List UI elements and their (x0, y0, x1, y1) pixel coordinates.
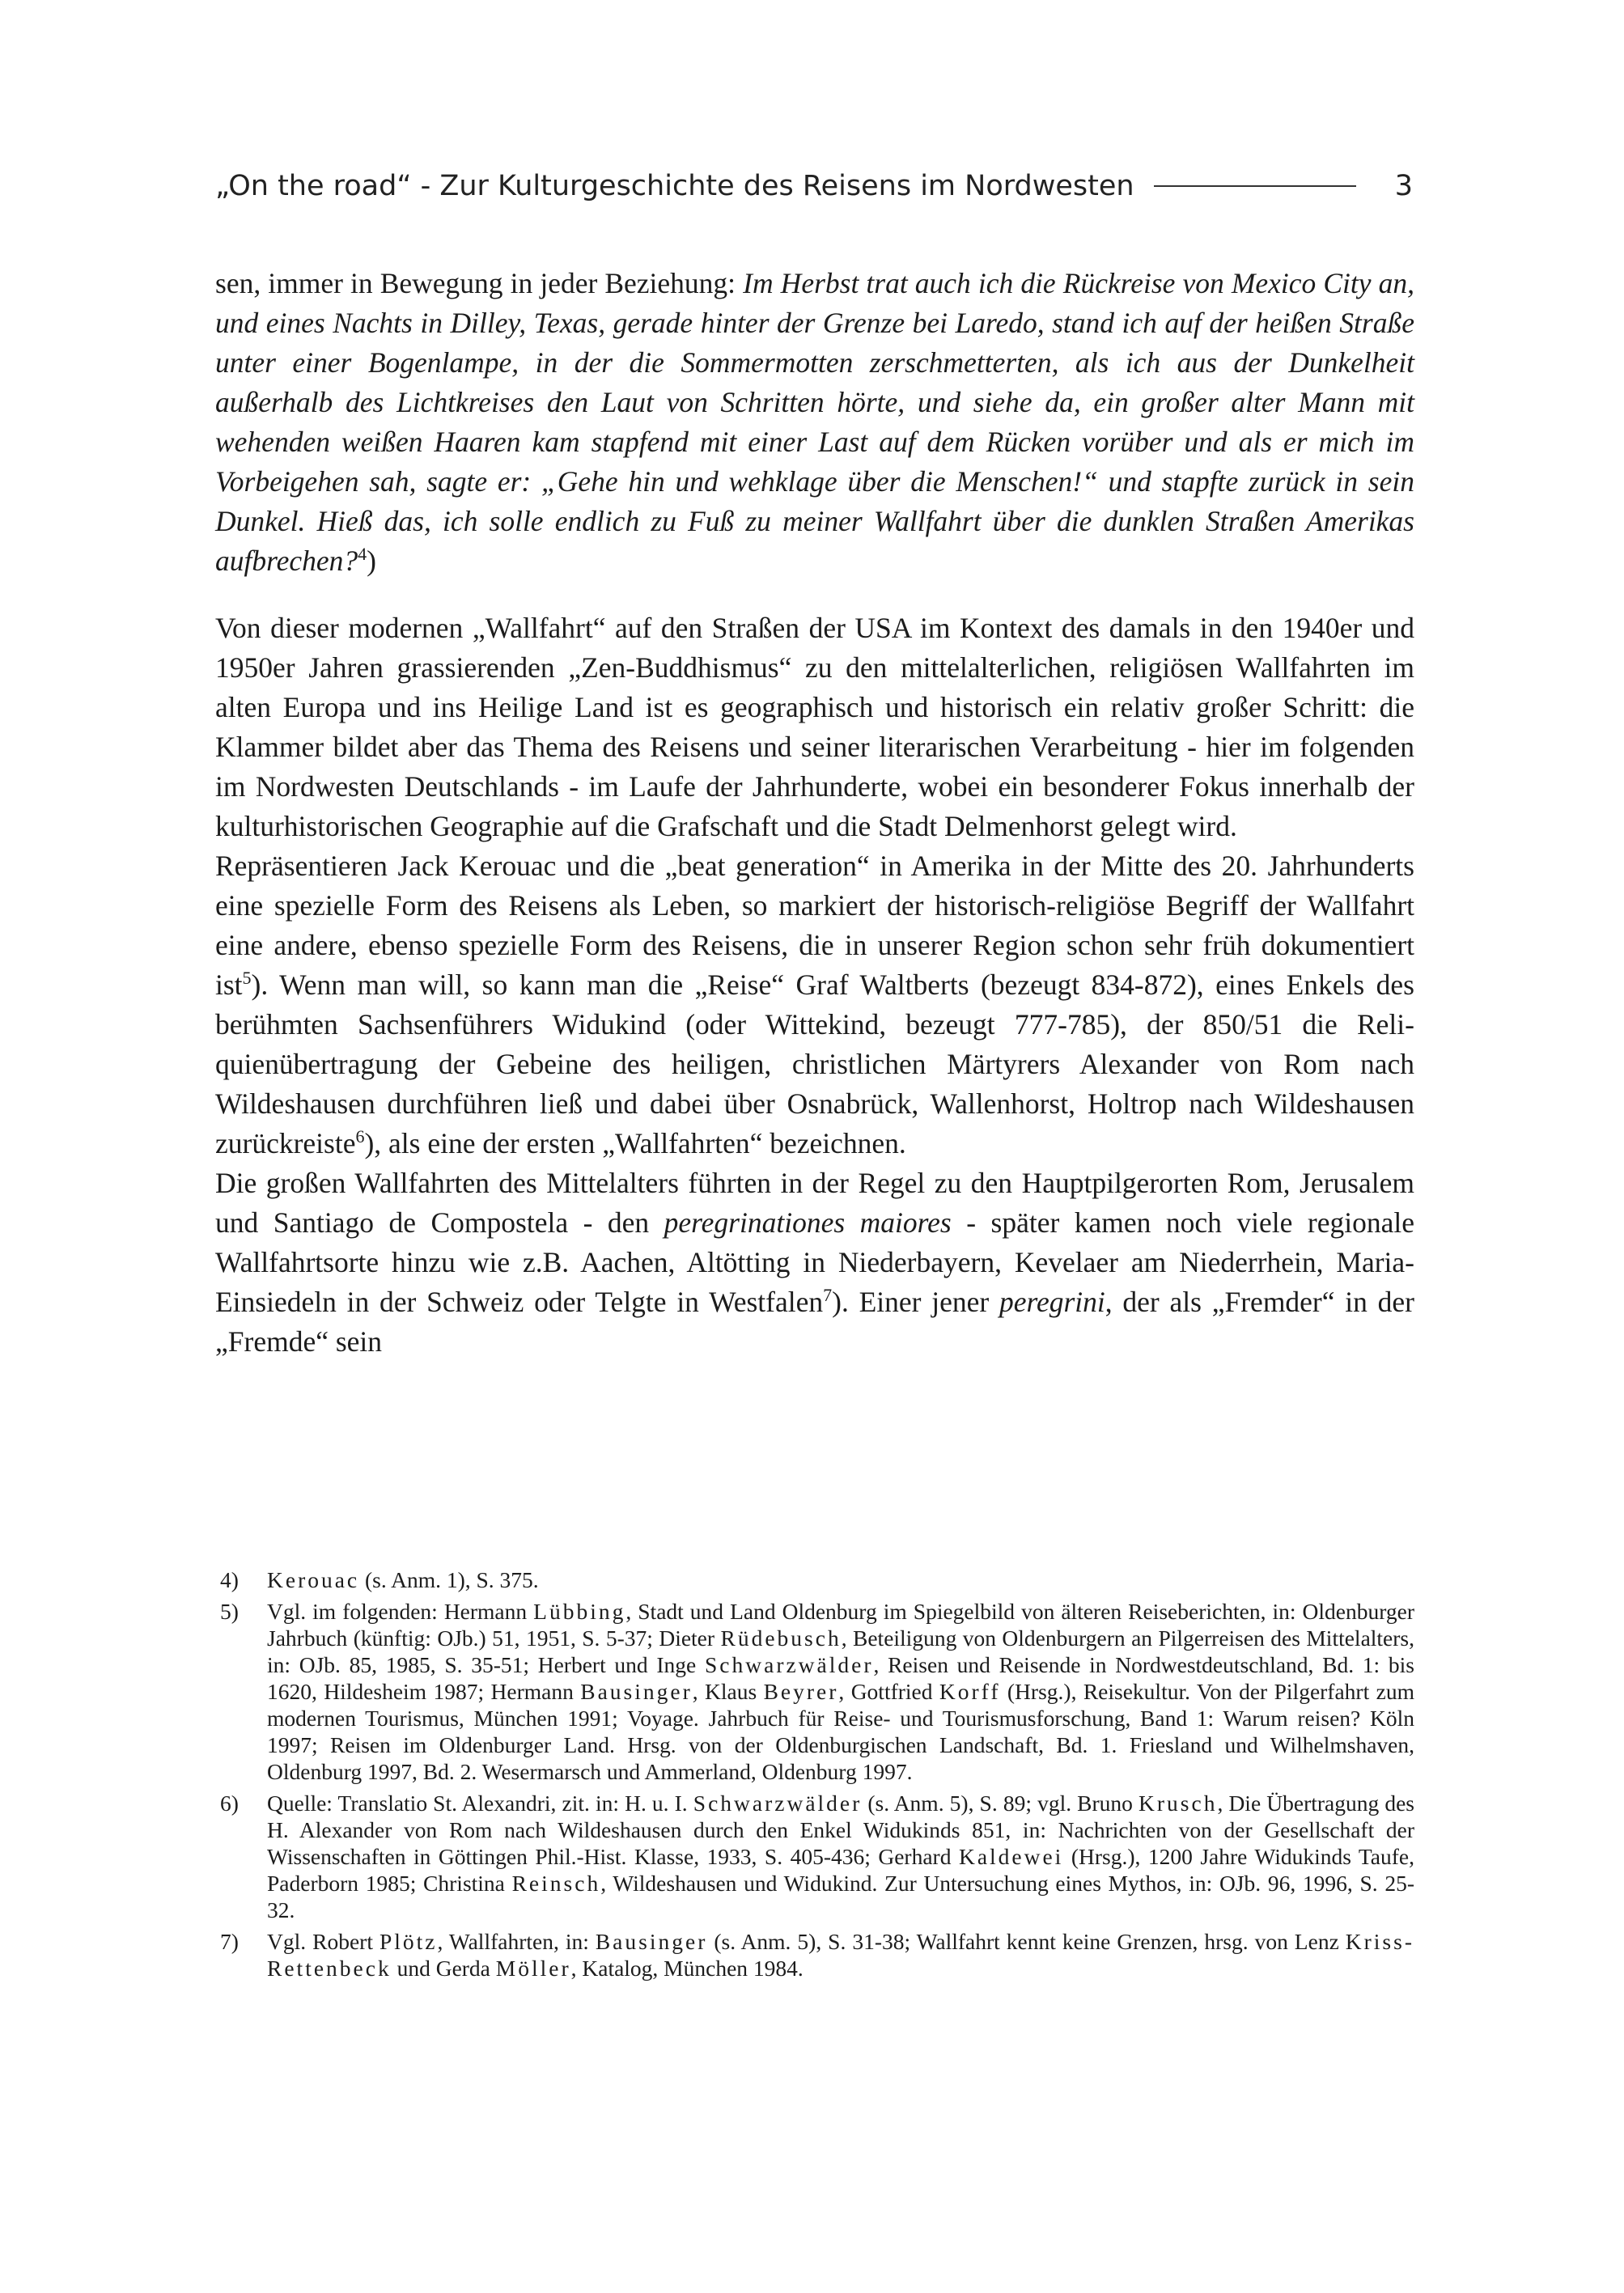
page-number: 3 (1394, 170, 1413, 202)
footnote (220, 1928, 1414, 1981)
footnote-segment: (s. Anm. 5), S. 89; vgl. Bruno (862, 1791, 1139, 1816)
paragraph-3 (215, 1163, 1414, 1362)
footnote-segment: , Wallfahrten, in: (437, 1929, 596, 1954)
footnote-segment: , Katalog, München 1984. (570, 1956, 804, 1981)
paragraph-1 (215, 608, 1414, 846)
paragraph-2 (215, 846, 1414, 1163)
footnote (220, 1790, 1414, 1923)
body-text (215, 608, 1414, 1362)
footnote-number: 6) (220, 1791, 239, 1816)
footnote-segment: , Die Übertragung des H. Alexander von Rom nach Wildeshausen durch den Enkel Widukinds 851, in: Nachrichten von der Gesellschaft der Wissenschaften in Göttingen Phil.-Hist. Klasse, 1933, S. 405-436; Gerhard (267, 1791, 1414, 1869)
author-name: Bausinger (580, 1679, 693, 1704)
footnote-segment: , Stadt und Land Oldenburg im Spiegelbild von älteren Reiseberichten, in: Oldenburger Jahrbuch (künftig: OJb.) 51, 1951, S. 5-37; Dieter (267, 1599, 1414, 1651)
footnote-segment: (s. Anm. 5), S. 31-38; Wallfahrt kennt keine Grenzen, hrsg. von Lenz (707, 1929, 1346, 1954)
footnote-text (267, 1598, 1414, 1785)
footnote-segment: , Reisen und Reisende in Nordwestdeutschland, Bd. 1: bis 1620, Hildesheim 1987; Hermann (267, 1652, 1415, 1704)
quote-block (215, 264, 1414, 581)
paragraph-text: Repräsentieren Jack Kerouac und die „beat generation“ in Amerika in der Mitte des 20. Jahrhunderts eine spezielle Form des Reisens als Leben, so markiert der historisch-religiöse Begriff der Wallfahrt eine andere, ebenso spezielle Form des Reisens, die in unserer Region schon sehr früh dokumentiert ist (215, 850, 1414, 1001)
author-name: Schwarzwälder (693, 1791, 863, 1816)
footnote-number: 7) (220, 1929, 239, 1954)
author-name: Rüdebusch (720, 1625, 842, 1651)
footnote-segment: , Gottfried (838, 1679, 939, 1704)
paragraph-text: ), als eine der ersten „Wallfahrten“ bezeichnen. (364, 1127, 906, 1159)
header-rule (1154, 185, 1356, 187)
footnote-ref: 4 (358, 544, 367, 565)
latin-term: peregrinationes maiores (664, 1206, 952, 1239)
paragraph-text: ). Wenn man will, so kann man die „Reise“ Graf Waltberts (bezeugt 834-872), eines Enkels des berühmten Sachsenführers Widukind (oder Wittekind, bezeugt 777-785), der 850/51 die Reliquienübertragung der Gebeine des heiligen, christlichen Märtyrers Alexander von Rom nach Wildeshausen durchführen ließ und dabei über Osnabrück, Wallenhorst, Holtrop nach Wildeshausen zurückreiste (215, 968, 1414, 1159)
footnote-segment: Vgl. im folgenden: Hermann (267, 1599, 534, 1624)
quote-lead: sen, immer in Bewegung in jeder Beziehung: (215, 267, 744, 299)
paragraph-text: Die großen Wallfahrten des Mittelalters führten in der Regel zu den Hauptpilgerorten Rom, Jerusalem und Santiago de Compostela - den (215, 1167, 1414, 1239)
latin-term: peregrini (999, 1286, 1105, 1318)
author-name: Plötz (379, 1929, 438, 1954)
footnote-segment: , Beteiligung von Oldenburgern an Pilgerreisen des Mittelalters, in: OJb. 85, 1985, S. 35-51; Herbert und Inge (267, 1625, 1415, 1677)
author-name: Korff (939, 1679, 1001, 1704)
footnote-text (267, 1566, 1414, 1593)
quote-text: Im Herbst trat auch ich die Rückreise von Mexico City an, und eines Nachts in Dilley, Texas, gerade hinter der Grenze bei Laredo, stand ich auf der heißen Straße unter einer Bogenlampe, in der die Sommermotten zerschmetterten, als ich aus der Dunkelheit außerhalb des Lichtkreises den Laut von Schritten hörte, und siehe da, ein großer alter Mann mit wehenden weißen Haaren kam stapfend mit einer Last auf dem Rücken vorüber und als er mich im Vorbeigehen sah, sagte er: „Gehe hin und wehklage über die Menschen!“ und stapfte zurück in sein Dunkel. Hieß das, ich solle endlich zu Fuß zu meiner Wallfahrt über die dunklen Straßen Amerikas aufbrechen? (215, 267, 1414, 577)
footnote-ref: 5 (242, 968, 252, 989)
author-name: Möller (495, 1956, 571, 1981)
footnote-ref: 7 (823, 1285, 833, 1306)
paragraph-text: ). Einer jener (832, 1286, 999, 1318)
footnote-number: 4) (220, 1567, 239, 1592)
quote-close: ) (367, 545, 376, 577)
footnote-ref: 6 (355, 1126, 365, 1147)
footnote (220, 1598, 1414, 1785)
paragraph-text: - später kamen noch viele regionale Wallfahrtsorte hinzu wie z.B. Aachen, Altötting in Niederbayern, Kevelaer am Niederrhein, Maria-Einsiedeln in der Schweiz oder Telgte in Westfalen (215, 1206, 1414, 1318)
author-name: Schwarzwälder (705, 1652, 874, 1677)
footnotes (220, 1566, 1414, 1986)
author-name: Kriss-Rettenbeck (267, 1929, 1414, 1981)
footnote-segment: Vgl. Robert (267, 1929, 379, 1954)
footnote-segment: Quelle: Translatio St. Alexandri, zit. in: H. u. I. (267, 1791, 693, 1816)
author-name: Krusch (1138, 1791, 1218, 1816)
paragraph-text: , der als „Fremder“ in der „Fremde“ sein (215, 1286, 1414, 1358)
footnote-number: 5) (220, 1599, 239, 1624)
author-name: Kaldewei (958, 1844, 1064, 1869)
footnote-text (267, 1928, 1414, 1981)
footnote-segment: (Hrsg.), Reisekultur. Von der Pilgerfahrt zum modernen Tourismus, München 1991; Voyage. Jahrbuch für Reise- und Tourismusforschung, Band 1: Warum reisen? Köln 1997; Reisen im Oldenburger Land. Hrsg. von der Oldenburgischen Landschaft, Bd. 1. Friesland und Wilhelmshaven, Oldenburg 1997, Bd. 2. Wesermarsch und Ammerland, Oldenburg 1997. (267, 1679, 1414, 1784)
author-name: Reinsch (511, 1871, 601, 1896)
footnote-segment: und Gerda (391, 1956, 496, 1981)
running-title: „On the road“ - Zur Kulturgeschichte des Reisens im Nordwesten (215, 170, 1134, 202)
footnote-segment: (Hrsg.), 1200 Jahre Widukinds Taufe, Paderborn 1985; Christina (267, 1844, 1414, 1896)
running-head (215, 165, 1413, 207)
author-name: Bausinger (595, 1929, 708, 1954)
footnote-text (267, 1790, 1414, 1923)
author-name: Lübbing (533, 1599, 626, 1624)
author-name: Beyrer (763, 1679, 839, 1704)
footnote-segment: , Wildeshausen und Widukind. Zur Untersuchung eines Mythos, in: OJb. 96, 1996, S. 25-32. (267, 1871, 1414, 1922)
footnote-segment: , Klaus (692, 1679, 764, 1704)
author-name: Kerouac (267, 1567, 360, 1592)
paragraph-text: Von dieser modernen „Wallfahrt“ auf den Straßen der USA im Kontext des damals in den 1940er und 1950er Jahren grassierenden „Zen-Buddhismus“ zu den mittelalterlichen, religiösen Wallfahrten im alten Europa und ins Heilige Land ist es geographisch und historisch ein relativ großer Schritt: die Klammer bildet aber das Thema des Reisens und seiner literarischen Verarbeitung - hier im folgenden im Nordwesten Deutschlands - im Laufe der Jahrhunderte, wobei ein besonderer Fokus innerhalb der kulturhistorischen Geographie auf die Grafschaft und die Stadt Delmenhorst gelegt wird. (215, 612, 1414, 842)
footnote (220, 1566, 1414, 1593)
footnote-segment: (s. Anm. 1), S. 375. (359, 1567, 539, 1592)
